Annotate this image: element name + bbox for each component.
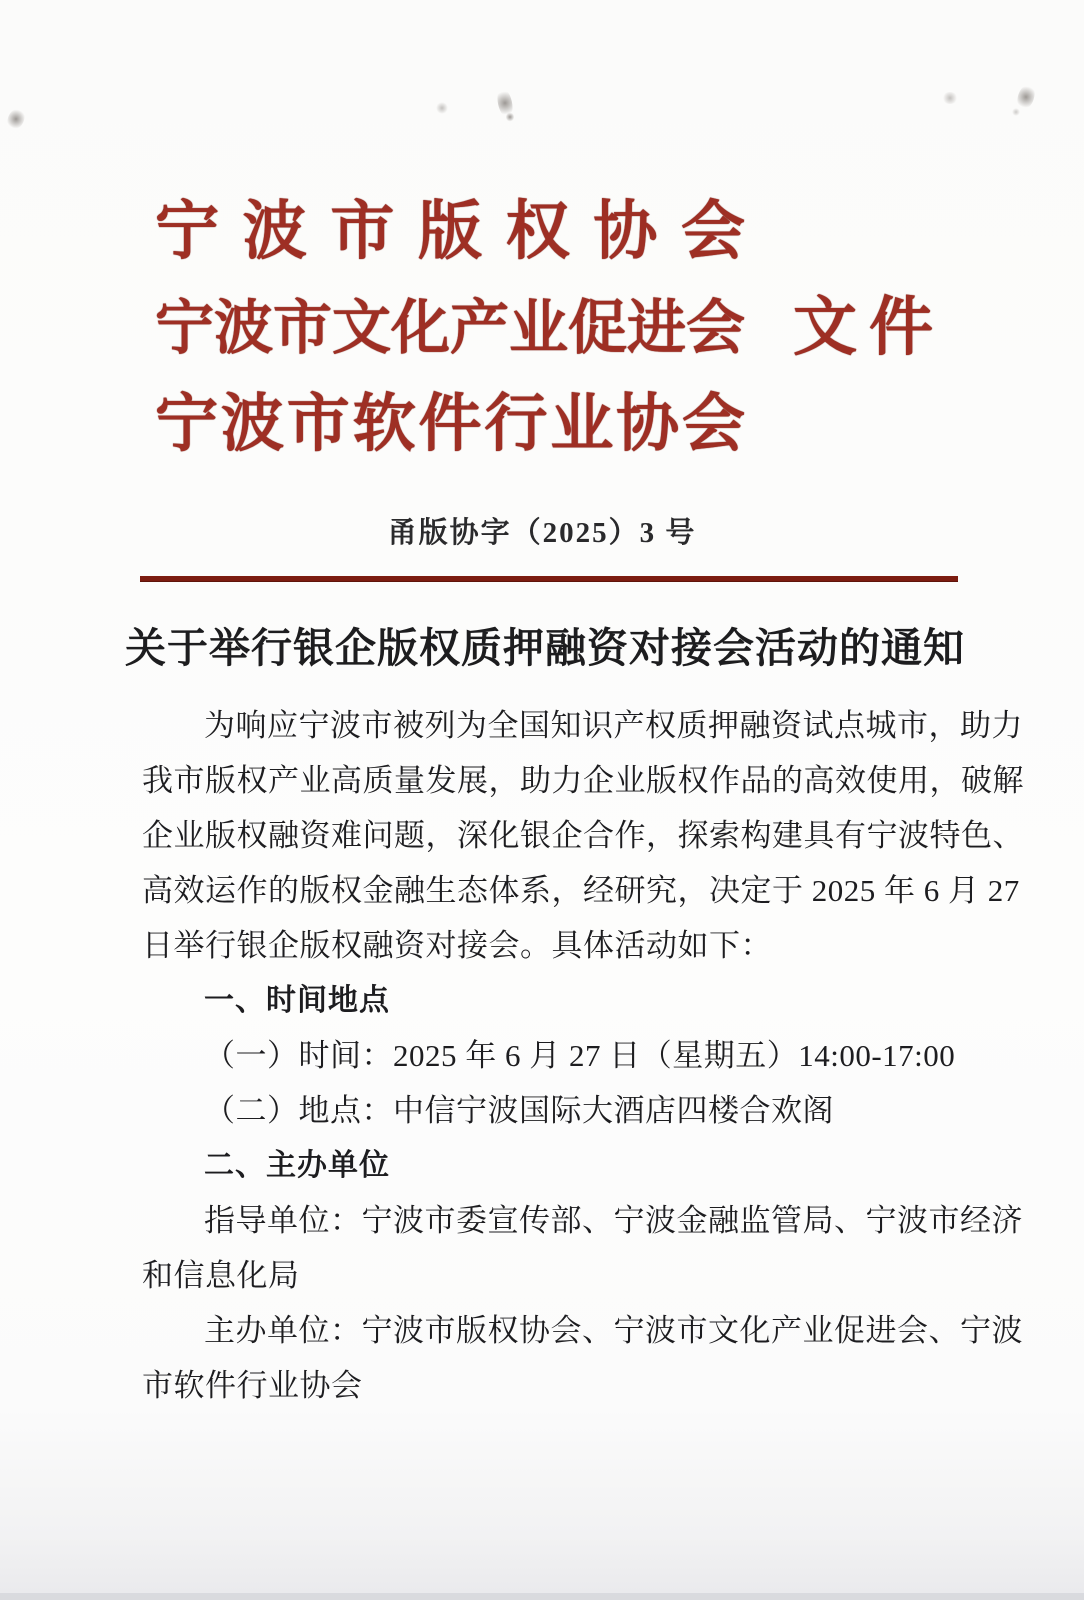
- document-body: [142, 698, 1024, 1413]
- org-row-1: [155, 178, 945, 274]
- body-line: 企业版权融资难问题，深化银企合作，探索构建具有宁波特色、: [142, 818, 1024, 853]
- body-line: 我市版权产业高质量发展，助力企业版权作品的高效使用，破解: [142, 763, 1024, 798]
- body-line-host-units: 主办单位：宁波市版权协会、宁波市文化产业促进会、宁波: [204, 1313, 1023, 1348]
- org-row-3: [155, 370, 945, 466]
- document-title: 关于举行银企版权质押融资对接会活动的通知: [125, 625, 965, 671]
- body-line: 和信息化局: [142, 1258, 300, 1293]
- document-type-label: 文件: [793, 292, 945, 363]
- body-line: 高效运作的版权金融生态体系，经研究，决定于 2025 年 6 月 27: [142, 873, 1020, 908]
- body-line: 市软件行业协会: [142, 1368, 363, 1403]
- scan-speck: [942, 92, 958, 104]
- section-heading-organizers: 二、主办单位: [204, 1149, 390, 1182]
- letterhead: [155, 178, 945, 466]
- scan-speck: [436, 102, 448, 114]
- red-separator-line: [140, 576, 958, 582]
- body-line: 日举行银企版权融资对接会。具体活动如下：: [142, 928, 772, 963]
- scan-speck: [506, 112, 514, 122]
- scan-speck: [1014, 82, 1037, 112]
- section-heading-time-place: 一、时间地点: [204, 984, 390, 1017]
- org-row-2: [155, 274, 945, 370]
- scan-bottom-shadow: [0, 1593, 1084, 1600]
- body-line-place: （二）地点：中信宁波国际大酒店四楼合欢阁: [204, 1093, 834, 1128]
- org-name-culture-industry-association: 宁波市文化产业促进会: [155, 294, 746, 361]
- body-line-time: （一）时间：2025 年 6 月 27 日（星期五）14:00-17:00: [204, 1038, 956, 1073]
- document-number: 甬版协字（2025）3 号: [387, 517, 697, 549]
- body-line: 为响应宁波市被列为全国知识产权质押融资试点城市，助力: [204, 708, 1023, 743]
- scan-speck: [4, 106, 28, 133]
- scan-speck: [495, 87, 515, 119]
- scan-speck: [1012, 108, 1020, 116]
- org-name-software-industry-association: 宁波市软件行业协会: [155, 388, 745, 459]
- org-name-copyright-association: 宁波市版权协会: [155, 196, 745, 267]
- body-line-guidance-units: 指导单位：宁波市委宣传部、宁波金融监管局、宁波市经济: [204, 1203, 1023, 1238]
